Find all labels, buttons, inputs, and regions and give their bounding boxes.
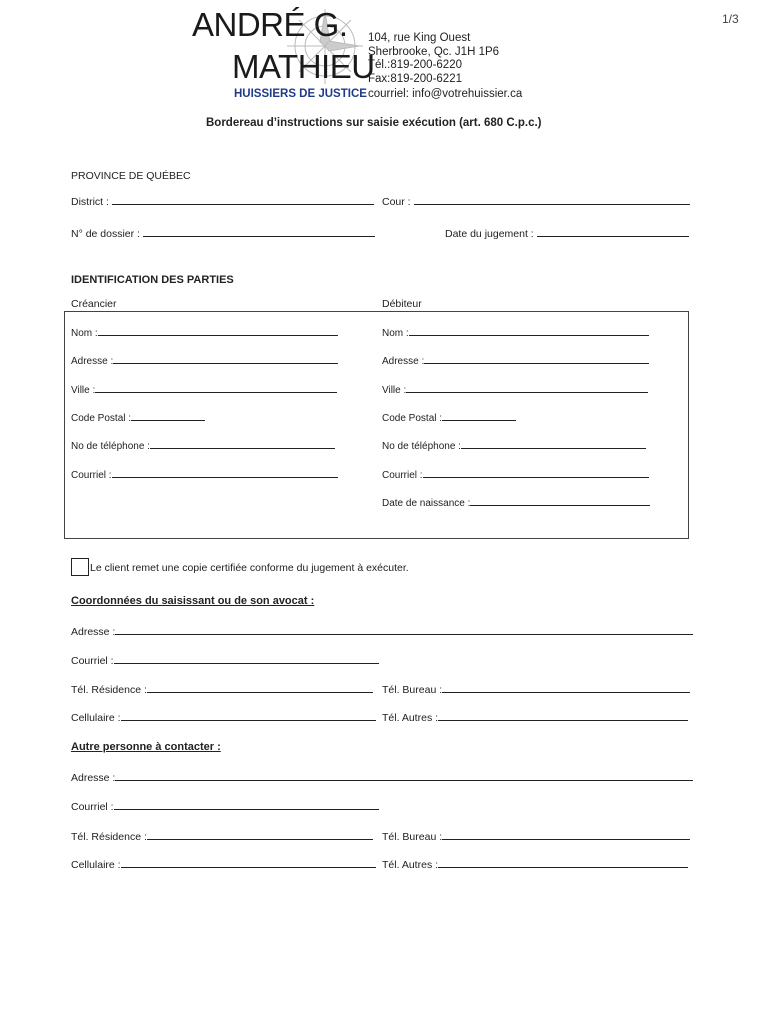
- creancier-nom-field[interactable]: [98, 335, 338, 336]
- field-label: Ville :: [382, 385, 407, 396]
- s1-tel-autres-row: [382, 712, 688, 724]
- debiteur-naissance-field[interactable]: [470, 505, 650, 506]
- field-label: Adresse :: [71, 356, 114, 367]
- debiteur-code-postal-field[interactable]: [442, 420, 516, 421]
- s2-courriel-field[interactable]: [114, 809, 379, 810]
- debiteur-naissance-row: [382, 498, 650, 509]
- s1-cellulaire-row: [71, 712, 376, 724]
- s1-tel-bureau-field[interactable]: [442, 692, 690, 693]
- form-title: Bordereau d’instructions sur saisie exécution (art. 680 C.p.c.): [206, 117, 542, 129]
- district-row: [71, 196, 374, 208]
- s1-tel-autres-field[interactable]: [438, 720, 688, 721]
- cour-label: Cour :: [382, 196, 411, 208]
- province-label: PROVINCE DE QUÉBEC: [71, 170, 191, 182]
- field-label: Tél. Bureau :: [382, 684, 443, 696]
- debiteur-adresse-row: [382, 356, 649, 367]
- s2-cellulaire-row: [71, 859, 376, 871]
- s1-tel-residence-row: [71, 684, 373, 696]
- s2-tel-autres-row: [382, 859, 688, 871]
- dossier-label: N° de dossier :: [71, 228, 140, 240]
- debiteur-telephone-field[interactable]: [461, 448, 646, 449]
- debiteur-ville-row: [382, 385, 648, 396]
- debiteur-telephone-row: [382, 441, 646, 452]
- debiteur-heading: Débiteur: [382, 298, 422, 310]
- s1-adresse-field[interactable]: [115, 634, 693, 635]
- date-jugement-row: [445, 228, 689, 240]
- debiteur-courriel-field[interactable]: [423, 477, 649, 478]
- field-label: Cellulaire :: [71, 712, 121, 724]
- creancier-courriel-row: [71, 470, 338, 481]
- s1-cellulaire-field[interactable]: [121, 720, 376, 721]
- field-label: Code Postal :: [382, 413, 443, 424]
- field-label: Courriel :: [71, 801, 114, 813]
- dossier-field[interactable]: [143, 236, 375, 237]
- field-label: Courriel :: [71, 470, 112, 481]
- address-line1: 104, rue King Ouest: [368, 32, 471, 44]
- field-label: Adresse :: [382, 356, 425, 367]
- logo-subtitle: HUISSIERS DE JUSTICE: [234, 88, 367, 100]
- checkbox-label: Le client remet une copie certifiée conforme du jugement à exécuter.: [90, 562, 409, 574]
- field-label: Adresse :: [71, 626, 116, 638]
- field-label: Nom :: [382, 328, 409, 339]
- field-label: No de téléphone :: [71, 441, 150, 452]
- field-label: Nom :: [71, 328, 98, 339]
- district-field[interactable]: [112, 204, 374, 205]
- dossier-row: [71, 228, 375, 240]
- debiteur-code-postal-row: [382, 413, 516, 424]
- creancier-heading: Créancier: [71, 298, 117, 310]
- field-label: Code Postal :: [71, 413, 132, 424]
- field-label: Tél. Autres :: [382, 712, 439, 724]
- s2-tel-bureau-row: [382, 831, 690, 843]
- date-jugement-field[interactable]: [537, 236, 689, 237]
- s2-tel-residence-row: [71, 831, 373, 843]
- fax: Fax:819-200-6221: [368, 73, 462, 85]
- s2-courriel-row: [71, 801, 379, 813]
- creancier-nom-row: [71, 328, 338, 339]
- field-label: Courriel :: [71, 655, 114, 667]
- field-label: Tél. Résidence :: [71, 831, 147, 843]
- s1-tel-bureau-row: [382, 684, 690, 696]
- s2-tel-bureau-field[interactable]: [442, 839, 690, 840]
- autre-personne-heading: Autre personne à contacter :: [71, 741, 221, 753]
- saisissant-heading: Coordonnées du saisissant ou de son avocat :: [71, 595, 315, 607]
- phone: Tél.:819-200-6220: [368, 59, 462, 71]
- field-label: Adresse :: [71, 772, 116, 784]
- address-line2: Sherbrooke, Qc. J1H 1P6: [368, 46, 500, 58]
- debiteur-courriel-row: [382, 470, 649, 481]
- creancier-adresse-row: [71, 356, 338, 367]
- copie-certifiee-checkbox[interactable]: [71, 558, 89, 576]
- creancier-code-postal-row: [71, 413, 205, 424]
- debiteur-nom-field[interactable]: [409, 335, 649, 336]
- logo-name-line2: MATHIEU: [232, 48, 375, 85]
- email: courriel: info@votrehuissier.ca: [368, 88, 523, 100]
- s2-cellulaire-field[interactable]: [121, 867, 376, 868]
- identification-heading: IDENTIFICATION DES PARTIES: [71, 274, 234, 286]
- debiteur-ville-field[interactable]: [406, 392, 648, 393]
- s2-adresse-field[interactable]: [115, 780, 693, 781]
- field-label: Tél. Bureau :: [382, 831, 443, 843]
- debiteur-adresse-field[interactable]: [424, 363, 649, 364]
- s2-tel-autres-field[interactable]: [438, 867, 688, 868]
- date-jugement-label: Date du jugement :: [445, 228, 534, 240]
- s2-tel-residence-field[interactable]: [147, 839, 373, 840]
- s2-adresse-row: [71, 772, 693, 784]
- field-label: No de téléphone :: [382, 441, 461, 452]
- page-indicator: 1/3: [722, 12, 739, 26]
- s1-courriel-field[interactable]: [114, 663, 379, 664]
- creancier-adresse-field[interactable]: [113, 363, 338, 364]
- creancier-code-postal-field[interactable]: [131, 420, 205, 421]
- s1-tel-residence-field[interactable]: [147, 692, 373, 693]
- logo-name-line1: ANDRÉ G.: [192, 6, 348, 43]
- district-label: District :: [71, 196, 109, 208]
- debiteur-nom-row: [382, 328, 649, 339]
- field-label: Cellulaire :: [71, 859, 121, 871]
- cour-row: [382, 196, 690, 208]
- creancier-telephone-row: [71, 441, 335, 452]
- field-label: Ville :: [71, 385, 96, 396]
- field-label: Tél. Résidence :: [71, 684, 147, 696]
- creancier-ville-row: [71, 385, 337, 396]
- creancier-ville-field[interactable]: [95, 392, 337, 393]
- creancier-courriel-field[interactable]: [112, 477, 338, 478]
- s1-adresse-row: [71, 626, 693, 638]
- creancier-telephone-field[interactable]: [150, 448, 335, 449]
- field-label: Courriel :: [382, 470, 423, 481]
- s1-courriel-row: [71, 655, 379, 667]
- cour-field[interactable]: [414, 204, 690, 205]
- field-label: Tél. Autres :: [382, 859, 439, 871]
- field-label: Date de naissance :: [382, 498, 471, 509]
